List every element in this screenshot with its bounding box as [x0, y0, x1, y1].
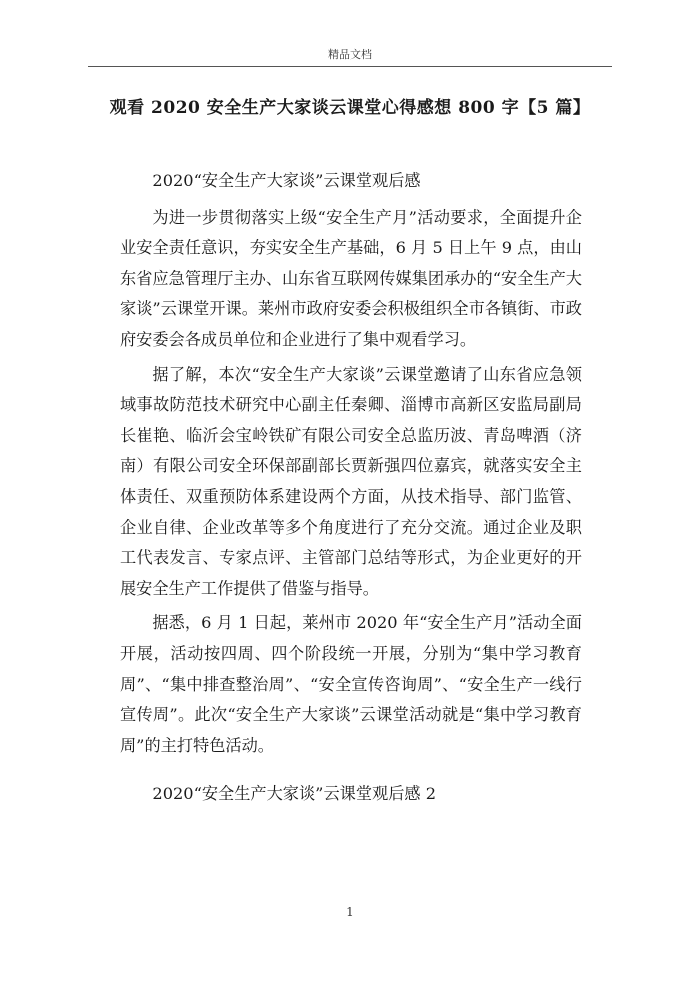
page-number: 1: [346, 905, 354, 919]
header-divider: [88, 66, 612, 67]
document-header-label: 精品文档: [328, 48, 372, 61]
section-heading-1: 2020“安全生产大家谈”云课堂观后感: [152, 171, 421, 190]
document-body: [120, 160, 582, 810]
paragraph-3: 据悉，6 月 1 日起，莱州市 2020 年“安全生产月”活动全面开展，活动按四周、四个阶段统一开展，分别为“集中学习教育周”、“集中排查整治周”、“安全宣传咨询周”、“安全生产一线行宣传周”。此次“安全生产大家谈”云课堂活动就是“集中学习教育周”的主打特色活动。: [120, 613, 582, 755]
paragraph-2: 据了解，本次“安全生产大家谈”云课堂邀请了山东省应急领域事故防范技术研究中心副主任秦卿、淄博市高新区安监局副局长崔艳、临沂会宝岭铁矿有限公司安全总监历波、青岛啤酒（济南）有限公司安全环保部副部长贾新强四位嘉宾，就落实安全主体责任、双重预防体系建设两个方面，从技术指导、部门监管、企业自律、企业改革等多个角度进行了充分交流。通过企业及职工代表发言、专家点评、主管部门总结等形式，为企业更好的开展安全生产工作提供了借鉴与指导。: [120, 364, 582, 598]
document-title: 观看 2020 安全生产大家谈云课堂心得感想 800 字【5 篇】: [109, 98, 591, 118]
paragraph-1: 为进一步贯彻落实上级“安全生产月”活动要求，全面提升企业安全责任意识，夯实安全生产基础，6 月 5 日上午 9 点，由山东省应急管理厅主办、山东省互联网传媒集团承办的“安全生产大家谈”云课堂开课。莱州市政府安委会积极组织全市各镇街、市政府安委会各成员单位和企业进行了集中观看学习。: [120, 207, 582, 349]
section-heading-2: 2020“安全生产大家谈”云课堂观后感 2: [152, 784, 437, 804]
